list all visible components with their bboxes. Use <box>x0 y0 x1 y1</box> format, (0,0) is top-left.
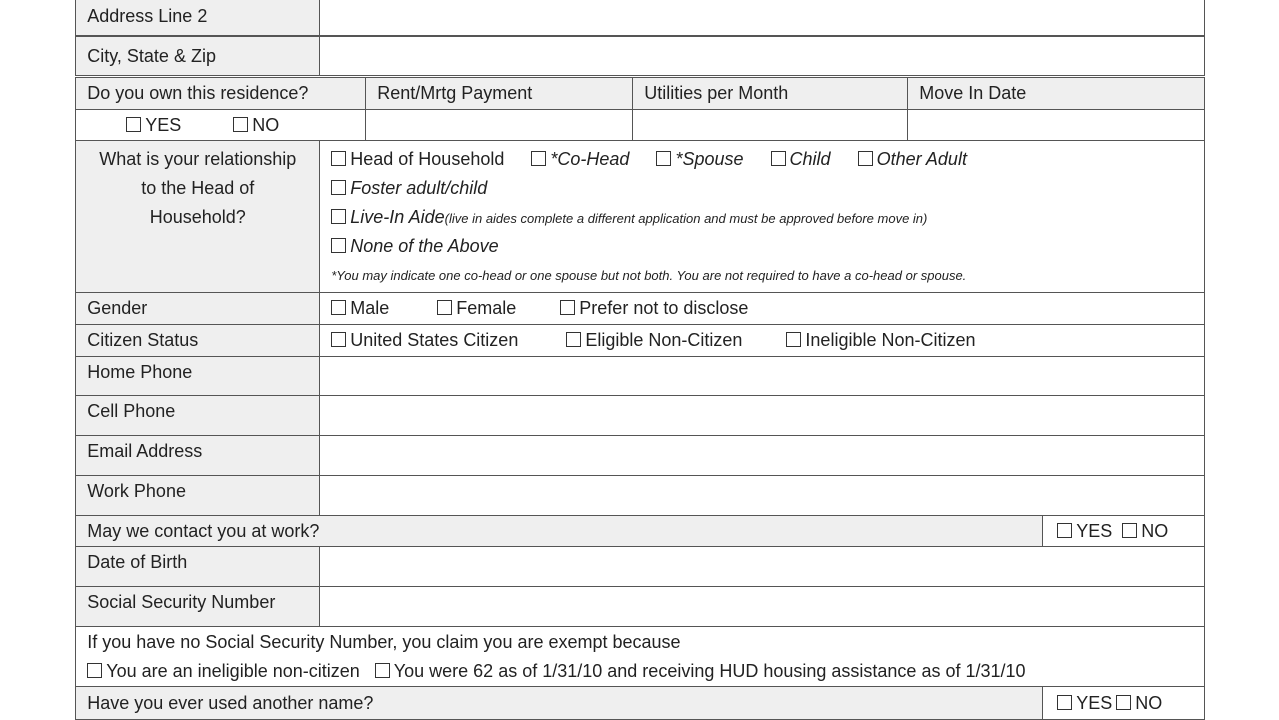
cell-phone-field[interactable] <box>319 395 1205 436</box>
rel-child-checkbox[interactable] <box>771 149 831 169</box>
option-label: Male <box>350 298 390 319</box>
label-text: Date of Birth <box>87 552 188 573</box>
option-label: United States Citizen <box>350 330 519 351</box>
checkbox-icon <box>331 180 346 195</box>
option-label: NO <box>252 114 280 135</box>
label-other-name <box>75 686 1043 720</box>
label-text: Rent/Mrtg Payment <box>377 83 533 104</box>
rel-live-in-aide-checkbox[interactable] <box>331 203 927 232</box>
citizen-ineligible-checkbox[interactable] <box>786 330 975 351</box>
label-text: May we contact you at work? <box>87 520 320 541</box>
checkbox-icon <box>771 151 786 166</box>
checkbox-icon <box>1057 523 1072 538</box>
dob-field[interactable] <box>319 546 1205 587</box>
label-work-phone <box>75 475 320 516</box>
checkbox-icon <box>437 300 452 315</box>
aide-note: (live in aides complete a different application and must be approved before move in) <box>444 211 928 227</box>
option-label: NO <box>1135 692 1163 713</box>
checkbox-icon <box>331 209 346 224</box>
label-rent-payment <box>365 77 633 110</box>
label-text: City, State & Zip <box>87 45 216 66</box>
label-utilities <box>632 77 908 110</box>
label-text: Have you ever used another name? <box>87 692 374 713</box>
option-label: *Co-Head <box>550 149 630 170</box>
label-text: Citizen Status <box>87 330 199 351</box>
option-label: Eligible Non-Citizen <box>585 330 743 351</box>
label-text: Social Security Number <box>87 592 276 613</box>
checkbox-icon <box>656 151 671 166</box>
other-name-options <box>1042 686 1205 720</box>
label-email <box>75 435 320 476</box>
option-label: You are an ineligible non-citizen <box>106 660 360 681</box>
option-label: Child <box>789 149 831 170</box>
own-residence-options <box>75 109 366 141</box>
label-own-residence <box>75 77 366 110</box>
own-no-checkbox[interactable] <box>233 115 279 136</box>
option-label: Head of Household <box>350 149 505 170</box>
label-text: Work Phone <box>87 481 186 502</box>
rel-head-checkbox[interactable] <box>331 149 504 169</box>
label-gender <box>75 292 320 325</box>
label-text: What is your relationship to the Head of Household? <box>99 149 297 228</box>
checkbox-icon <box>331 151 346 166</box>
ssn-exemption <box>75 626 1205 687</box>
label-dob <box>75 546 320 587</box>
label-relationship <box>75 140 320 293</box>
gender-female-checkbox[interactable] <box>437 298 516 319</box>
rel-other-adult-checkbox[interactable] <box>858 149 967 169</box>
checkbox-icon <box>233 117 248 132</box>
label-home-phone <box>75 356 320 396</box>
citizen-us-checkbox[interactable] <box>331 330 518 351</box>
rel-spouse-checkbox[interactable] <box>656 149 743 169</box>
option-label: Prefer not to disclose <box>579 298 749 319</box>
other-name-yes-checkbox[interactable] <box>1057 693 1112 714</box>
relationship-options <box>319 140 1205 293</box>
checkbox-icon <box>786 332 801 347</box>
own-yes-checkbox[interactable] <box>126 115 181 136</box>
option-label: Ineligible Non-Citizen <box>805 330 976 351</box>
checkbox-icon <box>87 663 102 678</box>
option-label: YES <box>1076 520 1113 541</box>
contact-work-yes-checkbox[interactable] <box>1057 521 1112 542</box>
label-text: Utilities per Month <box>644 83 789 104</box>
label-citizen-status <box>75 324 320 357</box>
rel-foster-checkbox[interactable] <box>331 174 487 203</box>
checkbox-icon <box>531 151 546 166</box>
home-phone-field[interactable] <box>319 356 1205 396</box>
rent-payment-field[interactable] <box>365 109 633 141</box>
checkbox-icon <box>566 332 581 347</box>
move-in-date-field[interactable] <box>907 109 1205 141</box>
contact-work-no-checkbox[interactable] <box>1122 521 1168 542</box>
address-line-2-field[interactable] <box>319 0 1205 36</box>
option-label: YES <box>1076 692 1113 713</box>
work-phone-field[interactable] <box>319 475 1205 516</box>
option-label: Foster adult/child <box>350 178 488 199</box>
label-text: Address Line 2 <box>87 6 208 27</box>
label-text: Gender <box>87 298 148 319</box>
gender-male-checkbox[interactable] <box>331 298 389 319</box>
option-label: Female <box>456 298 517 319</box>
label-text: Email Address <box>87 441 203 462</box>
label-city-state-zip <box>75 36 320 76</box>
ssn-exemption-text: If you have no Social Security Number, you claim you are exempt because <box>87 631 681 652</box>
utilities-field[interactable] <box>632 109 908 141</box>
option-label: *Spouse <box>675 149 744 170</box>
contact-work-options <box>1042 515 1205 547</box>
option-label: NO <box>1141 520 1169 541</box>
other-name-no-checkbox[interactable] <box>1116 693 1162 714</box>
label-contact-work <box>75 515 1043 547</box>
option-label: Other Adult <box>876 149 967 170</box>
citizen-eligible-checkbox[interactable] <box>566 330 742 351</box>
exempt-ineligible-checkbox[interactable] <box>87 661 360 681</box>
city-state-zip-field[interactable] <box>319 36 1205 76</box>
option-label: None of the Above <box>350 236 499 257</box>
exempt-age-checkbox[interactable] <box>375 661 1026 681</box>
label-text: Cell Phone <box>87 401 176 422</box>
checkbox-icon <box>331 332 346 347</box>
gender-options <box>319 292 1205 325</box>
gender-undisclosed-checkbox[interactable] <box>560 298 748 319</box>
checkbox-icon <box>126 117 141 132</box>
label-text: Move In Date <box>919 83 1027 104</box>
ssn-field[interactable] <box>319 586 1205 627</box>
label-ssn <box>75 586 320 627</box>
checkbox-icon <box>858 151 873 166</box>
label-move-in-date <box>907 77 1205 110</box>
checkbox-icon <box>331 300 346 315</box>
email-field[interactable] <box>319 435 1205 476</box>
label-cell-phone <box>75 395 320 436</box>
checkbox-icon <box>1116 695 1131 710</box>
rel-cohead-checkbox[interactable] <box>531 149 629 169</box>
checkbox-icon <box>1122 523 1137 538</box>
option-label: You were 62 as of 1/31/10 and receiving HUD housing assistance as of 1/31/10 <box>393 660 1026 681</box>
checkbox-icon <box>560 300 575 315</box>
option-label: Live-In Aide <box>350 207 445 228</box>
option-label: YES <box>145 114 182 135</box>
relationship-note: *You may indicate one co-head or one spouse but not both. You are not required to have a co-head or spouse. <box>331 268 967 284</box>
rel-none-checkbox[interactable] <box>331 232 498 261</box>
checkbox-icon <box>331 238 346 253</box>
citizen-options <box>319 324 1205 357</box>
label-text: Home Phone <box>87 362 193 383</box>
checkbox-icon <box>1057 695 1072 710</box>
label-text: Do you own this residence? <box>87 83 309 104</box>
checkbox-icon <box>375 663 390 678</box>
label-address-line-2 <box>75 0 320 36</box>
